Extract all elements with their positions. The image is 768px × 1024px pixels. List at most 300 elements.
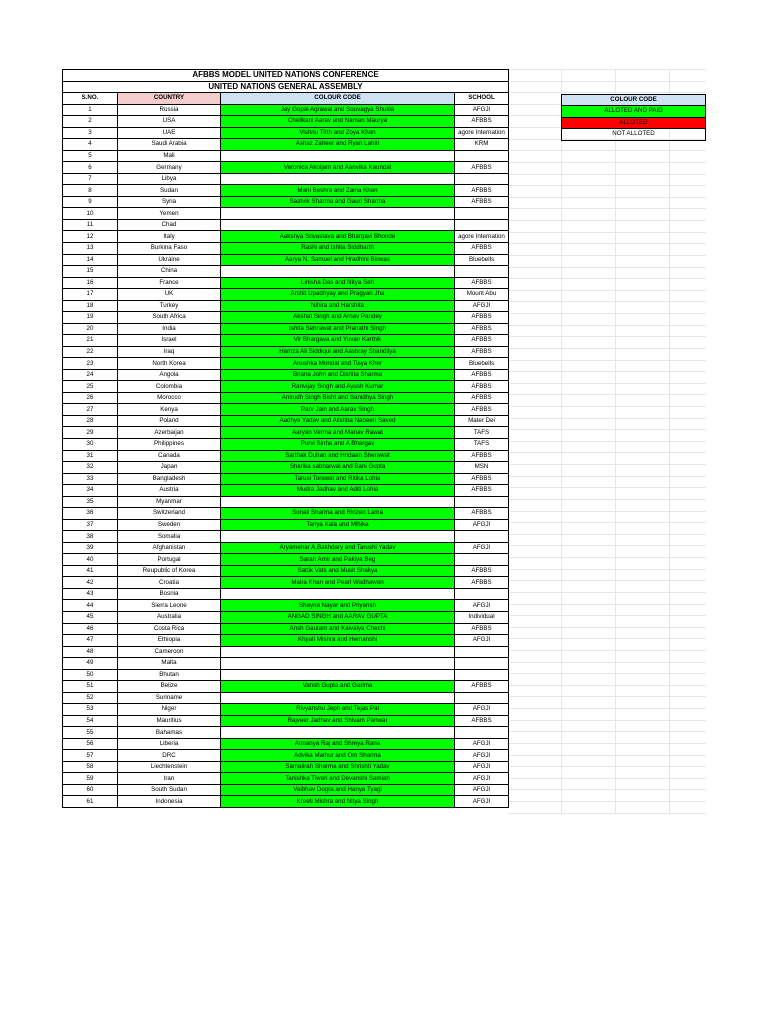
- cell-delegates[interactable]: Advika Mathur and Om Sharma: [221, 750, 455, 762]
- cell-sno[interactable]: 49: [63, 658, 118, 670]
- cell-school[interactable]: AFBBS: [455, 116, 509, 128]
- cell-sno[interactable]: 19: [63, 312, 118, 324]
- gridline: [508, 267, 706, 268]
- cell-delegates[interactable]: [221, 727, 455, 739]
- cell-sno[interactable]: 4: [63, 139, 118, 151]
- cell-sno[interactable]: 11: [63, 219, 118, 231]
- cell-school[interactable]: [455, 208, 509, 220]
- cell-delegates[interactable]: Shayna Nayar and Priyansh: [221, 600, 455, 612]
- cell-delegates[interactable]: Veronica Akoijam and Aanvika Kaundal: [221, 162, 455, 174]
- cell-country[interactable]: Liberia: [118, 738, 221, 750]
- cell-country[interactable]: Costa Rica: [118, 623, 221, 635]
- cell-sno[interactable]: 5: [63, 150, 118, 162]
- cell-school[interactable]: AFBBS: [455, 335, 509, 347]
- cell-country[interactable]: Cameroon: [118, 646, 221, 658]
- cell-sno[interactable]: 60: [63, 784, 118, 796]
- cell-delegates[interactable]: Anushka Mondal and Tisya Kher: [221, 358, 455, 370]
- cell-delegates[interactable]: Sarthak Duhan and Hridaan Sherawat: [221, 450, 455, 462]
- cell-sno[interactable]: 26: [63, 392, 118, 404]
- cell-country[interactable]: Syria: [118, 196, 221, 208]
- cell-country[interactable]: Suriname: [118, 692, 221, 704]
- cell-sno[interactable]: 14: [63, 254, 118, 266]
- cell-country[interactable]: Sierra Leone: [118, 600, 221, 612]
- cell-sno[interactable]: 34: [63, 485, 118, 497]
- cell-delegates[interactable]: Rajveer Jadhav and Shivam Panwar: [221, 715, 455, 727]
- cell-country[interactable]: Myanmar: [118, 496, 221, 508]
- cell-delegates[interactable]: Maira Khan and Pearl Wadhawan: [221, 577, 455, 589]
- cell-sno[interactable]: 51: [63, 681, 118, 693]
- cell-sno[interactable]: 8: [63, 185, 118, 197]
- cell-sno[interactable]: 12: [63, 231, 118, 243]
- cell-school[interactable]: AFBBS: [455, 185, 509, 197]
- cell-country[interactable]: Germany: [118, 162, 221, 174]
- cell-sno[interactable]: 56: [63, 738, 118, 750]
- cell-delegates[interactable]: Ashaz Zaheer and Ryan Lahiri: [221, 139, 455, 151]
- table-row: [63, 254, 509, 266]
- cell-sno[interactable]: 41: [63, 565, 118, 577]
- cell-country[interactable]: Yemen: [118, 208, 221, 220]
- table-row: [63, 116, 509, 128]
- gridline: [508, 232, 706, 233]
- gridline: [508, 185, 706, 186]
- cell-sno[interactable]: 53: [63, 704, 118, 716]
- gridline: [508, 278, 706, 279]
- cell-sno[interactable]: 32: [63, 462, 118, 474]
- cell-country[interactable]: UK: [118, 289, 221, 301]
- cell-country[interactable]: Kenya: [118, 404, 221, 416]
- header-sno[interactable]: S.NO.: [63, 93, 118, 105]
- cell-country[interactable]: USA: [118, 116, 221, 128]
- cell-school[interactable]: AFBBS: [455, 369, 509, 381]
- cell-country[interactable]: India: [118, 323, 221, 335]
- cell-delegates[interactable]: Tanya Kala and Mihika: [221, 519, 455, 531]
- cell-school[interactable]: [455, 669, 509, 681]
- cell-sno[interactable]: 3: [63, 127, 118, 139]
- table-row: [63, 381, 509, 393]
- cell-sno[interactable]: 42: [63, 577, 118, 589]
- gridline: [508, 487, 706, 488]
- cell-sno[interactable]: 17: [63, 289, 118, 301]
- gridline: [508, 545, 706, 546]
- cell-country[interactable]: Bosnia: [118, 588, 221, 600]
- table-row: [63, 335, 509, 347]
- cell-delegates[interactable]: Aadhya Yadav and Alishba Nabeen Saved: [221, 415, 455, 427]
- cell-sno[interactable]: 55: [63, 727, 118, 739]
- cell-country[interactable]: China: [118, 266, 221, 278]
- cell-school[interactable]: [455, 219, 509, 231]
- cell-school[interactable]: AFBBS: [455, 681, 509, 693]
- cell-sno[interactable]: 13: [63, 242, 118, 254]
- cell-delegates[interactable]: Jay Gopal Agrawal and Souvagya Shukla: [221, 104, 455, 116]
- cell-delegates[interactable]: [221, 219, 455, 231]
- gridline: [508, 743, 706, 744]
- header-country[interactable]: COUNTRY: [118, 93, 221, 105]
- cell-country[interactable]: UAE: [118, 127, 221, 139]
- cell-school[interactable]: AFBBS: [455, 508, 509, 520]
- cell-school[interactable]: [455, 646, 509, 658]
- cell-sno[interactable]: 37: [63, 519, 118, 531]
- table-row: [63, 773, 509, 785]
- cell-sno[interactable]: 39: [63, 542, 118, 554]
- cell-school[interactable]: AFBBS: [455, 577, 509, 589]
- gridline: [508, 662, 706, 663]
- cell-school[interactable]: Bluebells: [455, 254, 509, 266]
- cell-sno[interactable]: 6: [63, 162, 118, 174]
- cell-delegates[interactable]: Kreeti Mishra and Nitya Singh: [221, 796, 455, 808]
- cell-school[interactable]: AFBBS: [455, 277, 509, 289]
- cell-country[interactable]: Morocco: [118, 392, 221, 404]
- cell-delegates[interactable]: Khyati Mishra and Hemanshi: [221, 635, 455, 647]
- cell-school[interactable]: AFGJI: [455, 784, 509, 796]
- cell-delegates[interactable]: Vir Bhargava and Yuvan Karthik: [221, 335, 455, 347]
- gridline: [508, 615, 706, 616]
- cell-school[interactable]: AFBBS: [455, 450, 509, 462]
- cell-school[interactable]: [455, 554, 509, 566]
- cell-sno[interactable]: 25: [63, 381, 118, 393]
- cell-sno[interactable]: 22: [63, 346, 118, 358]
- cell-school[interactable]: AFGJI: [455, 542, 509, 554]
- cell-sno[interactable]: 24: [63, 369, 118, 381]
- cell-sno[interactable]: 38: [63, 531, 118, 543]
- cell-sno[interactable]: 27: [63, 404, 118, 416]
- cell-country[interactable]: Israel: [118, 335, 221, 347]
- cell-country[interactable]: Japan: [118, 462, 221, 474]
- gridline: [508, 813, 706, 814]
- cell-delegates[interactable]: Mudra Jadhav and Aditi Lohia: [221, 485, 455, 497]
- cell-country[interactable]: South Africa: [118, 312, 221, 324]
- legend-alloted[interactable]: ALLOTED: [562, 117, 706, 129]
- cell-sno[interactable]: 16: [63, 277, 118, 289]
- cell-delegates[interactable]: Rashi and Ishita Siddharth: [221, 242, 455, 254]
- cell-school[interactable]: AFBBS: [455, 312, 509, 324]
- gridline: [508, 731, 706, 732]
- cell-country[interactable]: France: [118, 277, 221, 289]
- cell-school[interactable]: [455, 692, 509, 704]
- cell-sno[interactable]: 9: [63, 196, 118, 208]
- cell-delegates[interactable]: [221, 531, 455, 543]
- cell-country[interactable]: Somalia: [118, 531, 221, 543]
- table-row: [63, 531, 509, 543]
- cell-delegates[interactable]: Tarusi Torawat and Ritika Lohia: [221, 473, 455, 485]
- cell-school[interactable]: [455, 496, 509, 508]
- cell-sno[interactable]: 35: [63, 496, 118, 508]
- cell-delegates[interactable]: [221, 150, 455, 162]
- cell-delegates[interactable]: Nihira and Harshita: [221, 300, 455, 312]
- cell-delegates[interactable]: Hamza Ali Siddiqui and Aashray Shandilya: [221, 346, 455, 358]
- cell-sno[interactable]: 21: [63, 335, 118, 347]
- cell-country[interactable]: Italy: [118, 231, 221, 243]
- gridline: [508, 371, 706, 372]
- cell-delegates[interactable]: Sattik Vats and Musit Shakya: [221, 565, 455, 577]
- legend-not-alloted[interactable]: NOT ALLOTED: [562, 129, 706, 141]
- gridline: [508, 162, 706, 163]
- cell-country[interactable]: Russia: [118, 104, 221, 116]
- gridline: [508, 313, 706, 314]
- cell-delegates[interactable]: Vishnu Tirth and Zoya Khan: [221, 127, 455, 139]
- cell-country[interactable]: Portugal: [118, 554, 221, 566]
- cell-sno[interactable]: 59: [63, 773, 118, 785]
- cell-country[interactable]: Sudan: [118, 185, 221, 197]
- header-school[interactable]: SCHOOL: [455, 93, 509, 105]
- cell-school[interactable]: AFGJI: [455, 738, 509, 750]
- table-row: [63, 277, 509, 289]
- cell-sno[interactable]: 45: [63, 611, 118, 623]
- cell-country[interactable]: Bahamas: [118, 727, 221, 739]
- cell-sno[interactable]: 30: [63, 439, 118, 451]
- cell-delegates[interactable]: Mani Beshra and Zaina Khan: [221, 185, 455, 197]
- cell-delegates[interactable]: Vansh Gupta and Garima: [221, 681, 455, 693]
- header-colour-code[interactable]: COLOUR CODE: [221, 93, 455, 105]
- cell-delegates[interactable]: Parv Jain and Aarav Singh: [221, 404, 455, 416]
- cell-sno[interactable]: 58: [63, 761, 118, 773]
- cell-school[interactable]: AFBBS: [455, 623, 509, 635]
- cell-country[interactable]: Iran: [118, 773, 221, 785]
- cell-country[interactable]: Sweden: [118, 519, 221, 531]
- cell-country[interactable]: Burkina Faso: [118, 242, 221, 254]
- cell-school[interactable]: Individual: [455, 611, 509, 623]
- cell-school[interactable]: [455, 588, 509, 600]
- table-row: [63, 231, 509, 243]
- table-row: [63, 715, 509, 727]
- table-row: [63, 392, 509, 404]
- table-row: [63, 196, 509, 208]
- cell-school[interactable]: [455, 266, 509, 278]
- table-row: [63, 450, 509, 462]
- cell-country[interactable]: Angola: [118, 369, 221, 381]
- gridline: [508, 569, 706, 570]
- cell-school[interactable]: AFGJI: [455, 300, 509, 312]
- cell-school[interactable]: AFBBS: [455, 392, 509, 404]
- cell-delegates[interactable]: Vaibhav Dogra and Hanya Tyagi: [221, 784, 455, 796]
- table-row: [63, 542, 509, 554]
- cell-delegates[interactable]: [221, 588, 455, 600]
- legend-alloted-paid[interactable]: ALLOTED AND PAID: [562, 106, 706, 118]
- gridline: [508, 766, 706, 767]
- cell-delegates[interactable]: Aakshya Srivastava and Bhargavi Bhonde: [221, 231, 455, 243]
- cell-country[interactable]: South Sudan: [118, 784, 221, 796]
- cell-school[interactable]: AFGJI: [455, 773, 509, 785]
- cell-sno[interactable]: 36: [63, 508, 118, 520]
- cell-sno[interactable]: 2: [63, 116, 118, 128]
- table-row: [63, 669, 509, 681]
- cell-sno[interactable]: 7: [63, 173, 118, 185]
- cell-delegates[interactable]: Sonali Sharma and Rinzen Lama: [221, 508, 455, 520]
- cell-sno[interactable]: 43: [63, 588, 118, 600]
- cell-school[interactable]: Mater Dei: [455, 415, 509, 427]
- cell-school[interactable]: TAFS: [455, 439, 509, 451]
- cell-school[interactable]: AFBBS: [455, 323, 509, 335]
- gridline: [508, 348, 706, 349]
- cell-country[interactable]: Mali: [118, 150, 221, 162]
- cell-delegates[interactable]: Anirudh Singh Bisht and Sanidhya Singh: [221, 392, 455, 404]
- cell-school[interactable]: agore Internation: [455, 127, 509, 139]
- cell-delegates[interactable]: [221, 669, 455, 681]
- cell-country[interactable]: Malta: [118, 658, 221, 670]
- cell-sno[interactable]: 23: [63, 358, 118, 370]
- cell-delegates[interactable]: [221, 173, 455, 185]
- cell-country[interactable]: Ukraine: [118, 254, 221, 266]
- cell-sno[interactable]: 10: [63, 208, 118, 220]
- cell-school[interactable]: AFBBS: [455, 162, 509, 174]
- cell-sno[interactable]: 29: [63, 427, 118, 439]
- table-row: [63, 796, 509, 808]
- cell-school[interactable]: AFBBS: [455, 242, 509, 254]
- cell-country[interactable]: Libya: [118, 173, 221, 185]
- cell-country[interactable]: Azerbaijan: [118, 427, 221, 439]
- cell-delegates[interactable]: [221, 266, 455, 278]
- table-row: [63, 704, 509, 716]
- gridline: [508, 360, 706, 361]
- cell-delegates[interactable]: Annanya Raj and Shreya Rana: [221, 738, 455, 750]
- table-row: [63, 600, 509, 612]
- cell-delegates[interactable]: Ansh Gautam and Kaivalya Chechi: [221, 623, 455, 635]
- cell-delegates[interactable]: [221, 692, 455, 704]
- cell-country[interactable]: Bhutan: [118, 669, 221, 681]
- cell-country[interactable]: Iraq: [118, 346, 221, 358]
- cell-sno[interactable]: 54: [63, 715, 118, 727]
- cell-delegates[interactable]: [221, 658, 455, 670]
- table-row: [63, 242, 509, 254]
- cell-school[interactable]: AFGJI: [455, 104, 509, 116]
- cell-school[interactable]: AFBBS: [455, 715, 509, 727]
- cell-sno[interactable]: 1: [63, 104, 118, 116]
- cell-sno[interactable]: 40: [63, 554, 118, 566]
- title-row-1: [63, 70, 509, 82]
- cell-sno[interactable]: 48: [63, 646, 118, 658]
- cell-country[interactable]: Chad: [118, 219, 221, 231]
- cell-country[interactable]: Colombia: [118, 381, 221, 393]
- cell-country[interactable]: Austria: [118, 485, 221, 497]
- cell-country[interactable]: Niger: [118, 704, 221, 716]
- cell-school[interactable]: AFGJI: [455, 519, 509, 531]
- cell-school[interactable]: MSN: [455, 462, 509, 474]
- cell-school[interactable]: [455, 531, 509, 543]
- cell-country[interactable]: DRC: [118, 750, 221, 762]
- gridline: [508, 174, 706, 175]
- cell-sno[interactable]: 57: [63, 750, 118, 762]
- cell-school[interactable]: AFBBS: [455, 473, 509, 485]
- cell-school[interactable]: AFGJI: [455, 796, 509, 808]
- cell-delegates[interactable]: Briana John and Dishita Sharma: [221, 369, 455, 381]
- cell-sno[interactable]: 44: [63, 600, 118, 612]
- gridline: [508, 243, 706, 244]
- cell-delegates[interactable]: Ranvijay Singh and Ayush Kumar: [221, 381, 455, 393]
- cell-school[interactable]: AFGJI: [455, 750, 509, 762]
- cell-country[interactable]: Poland: [118, 415, 221, 427]
- cell-school[interactable]: AFGJI: [455, 600, 509, 612]
- cell-country[interactable]: Indonesia: [118, 796, 221, 808]
- cell-sno[interactable]: 20: [63, 323, 118, 335]
- cell-country[interactable]: Philippines: [118, 439, 221, 451]
- cell-sno[interactable]: 52: [63, 692, 118, 704]
- cell-delegates[interactable]: Aarya N. Samuel and Hradhini Biswas: [221, 254, 455, 266]
- cell-delegates[interactable]: Samaiirah Sharma and Shrishti Yadav: [221, 761, 455, 773]
- cell-sno[interactable]: 50: [63, 669, 118, 681]
- cell-country[interactable]: Reupublic of Korea: [118, 565, 221, 577]
- legend-header[interactable]: COLOUR CODE: [562, 94, 706, 106]
- cell-sno[interactable]: 33: [63, 473, 118, 485]
- cell-school[interactable]: [455, 150, 509, 162]
- cell-country[interactable]: Liechtenstein: [118, 761, 221, 773]
- gridline: [508, 638, 706, 639]
- cell-school[interactable]: [455, 727, 509, 739]
- cell-sno[interactable]: 28: [63, 415, 118, 427]
- cell-sno[interactable]: 46: [63, 623, 118, 635]
- cell-country[interactable]: Ethiopia: [118, 635, 221, 647]
- cell-sno[interactable]: 31: [63, 450, 118, 462]
- cell-school[interactable]: AFBBS: [455, 381, 509, 393]
- cell-country[interactable]: Belize: [118, 681, 221, 693]
- cell-delegates[interactable]: Linisha Das and Nitya Sah: [221, 277, 455, 289]
- cell-school[interactable]: AFBBS: [455, 404, 509, 416]
- gridline: [508, 69, 706, 70]
- cell-delegates[interactable]: Chelikani Aarav and Naman Maurya: [221, 116, 455, 128]
- cell-school[interactable]: AFGJI: [455, 704, 509, 716]
- cell-delegates[interactable]: Aryamehar A.Bakhdary and Tarushi Yadav: [221, 542, 455, 554]
- cell-delegates[interactable]: Sharika sabharwal and Bani Gupta: [221, 462, 455, 474]
- gridline: [508, 720, 706, 721]
- cell-country[interactable]: Bangladesh: [118, 473, 221, 485]
- table-row: [63, 162, 509, 174]
- cell-delegates[interactable]: Purvi Sinha and A Bhargav: [221, 439, 455, 451]
- cell-delegates[interactable]: [221, 496, 455, 508]
- cell-delegates[interactable]: [221, 208, 455, 220]
- cell-school[interactable]: Bluebells: [455, 358, 509, 370]
- cell-school[interactable]: AFBBS: [455, 565, 509, 577]
- cell-school[interactable]: AFGJI: [455, 761, 509, 773]
- cell-school[interactable]: agore Internation: [455, 231, 509, 243]
- cell-school[interactable]: [455, 173, 509, 185]
- cell-delegates[interactable]: Ishita Sehrawat and Pranathi Singh: [221, 323, 455, 335]
- cell-country[interactable]: Croatia: [118, 577, 221, 589]
- cell-delegates[interactable]: Aaryan Verma and Manav Rawat: [221, 427, 455, 439]
- cell-school[interactable]: Mount Abu: [455, 289, 509, 301]
- cell-delegates[interactable]: Akshat Singh and Arnav Pandey: [221, 312, 455, 324]
- cell-delegates[interactable]: ANGAD SINGH and AARAV GUPTA: [221, 611, 455, 623]
- cell-country[interactable]: Saudi Arabia: [118, 139, 221, 151]
- cell-delegates[interactable]: [221, 646, 455, 658]
- table-row: [63, 427, 509, 439]
- cell-school[interactable]: AFBBS: [455, 485, 509, 497]
- gridline: [508, 429, 706, 430]
- cell-school[interactable]: [455, 658, 509, 670]
- cell-school[interactable]: TAFS: [455, 427, 509, 439]
- cell-sno[interactable]: 15: [63, 266, 118, 278]
- cell-sno[interactable]: 18: [63, 300, 118, 312]
- cell-delegates[interactable]: Sarah Amir and Pakiya Beg: [221, 554, 455, 566]
- cell-sno[interactable]: 61: [63, 796, 118, 808]
- cell-delegates[interactable]: Saatvik Sharma and Gauri Sharma: [221, 196, 455, 208]
- cell-country[interactable]: Canada: [118, 450, 221, 462]
- cell-country[interactable]: Turkey: [118, 300, 221, 312]
- cell-sno[interactable]: 47: [63, 635, 118, 647]
- cell-school[interactable]: AFBBS: [455, 346, 509, 358]
- cell-delegates[interactable]: Rivyanshu Jeph and Tejas Pal: [221, 704, 455, 716]
- cell-country[interactable]: Australia: [118, 611, 221, 623]
- cell-school[interactable]: AFBBS: [455, 196, 509, 208]
- cell-country[interactable]: North Korea: [118, 358, 221, 370]
- assembly-title[interactable]: UNITED NATIONS GENERAL ASSEMBLY: [63, 81, 509, 93]
- cell-school[interactable]: AFGJI: [455, 635, 509, 647]
- gridline: [508, 778, 706, 779]
- cell-country[interactable]: Switzerland: [118, 508, 221, 520]
- cell-country[interactable]: Afghanistan: [118, 542, 221, 554]
- cell-delegates[interactable]: Archit Upadhyay and Pragyan Jha: [221, 289, 455, 301]
- cell-country[interactable]: Mauritius: [118, 715, 221, 727]
- cell-school[interactable]: KRM: [455, 139, 509, 151]
- conference-title[interactable]: AFBBS MODEL UNITED NATIONS CONFERENCE: [63, 70, 509, 82]
- cell-delegates[interactable]: Tanishka Tiwari and Devanshi Samiah: [221, 773, 455, 785]
